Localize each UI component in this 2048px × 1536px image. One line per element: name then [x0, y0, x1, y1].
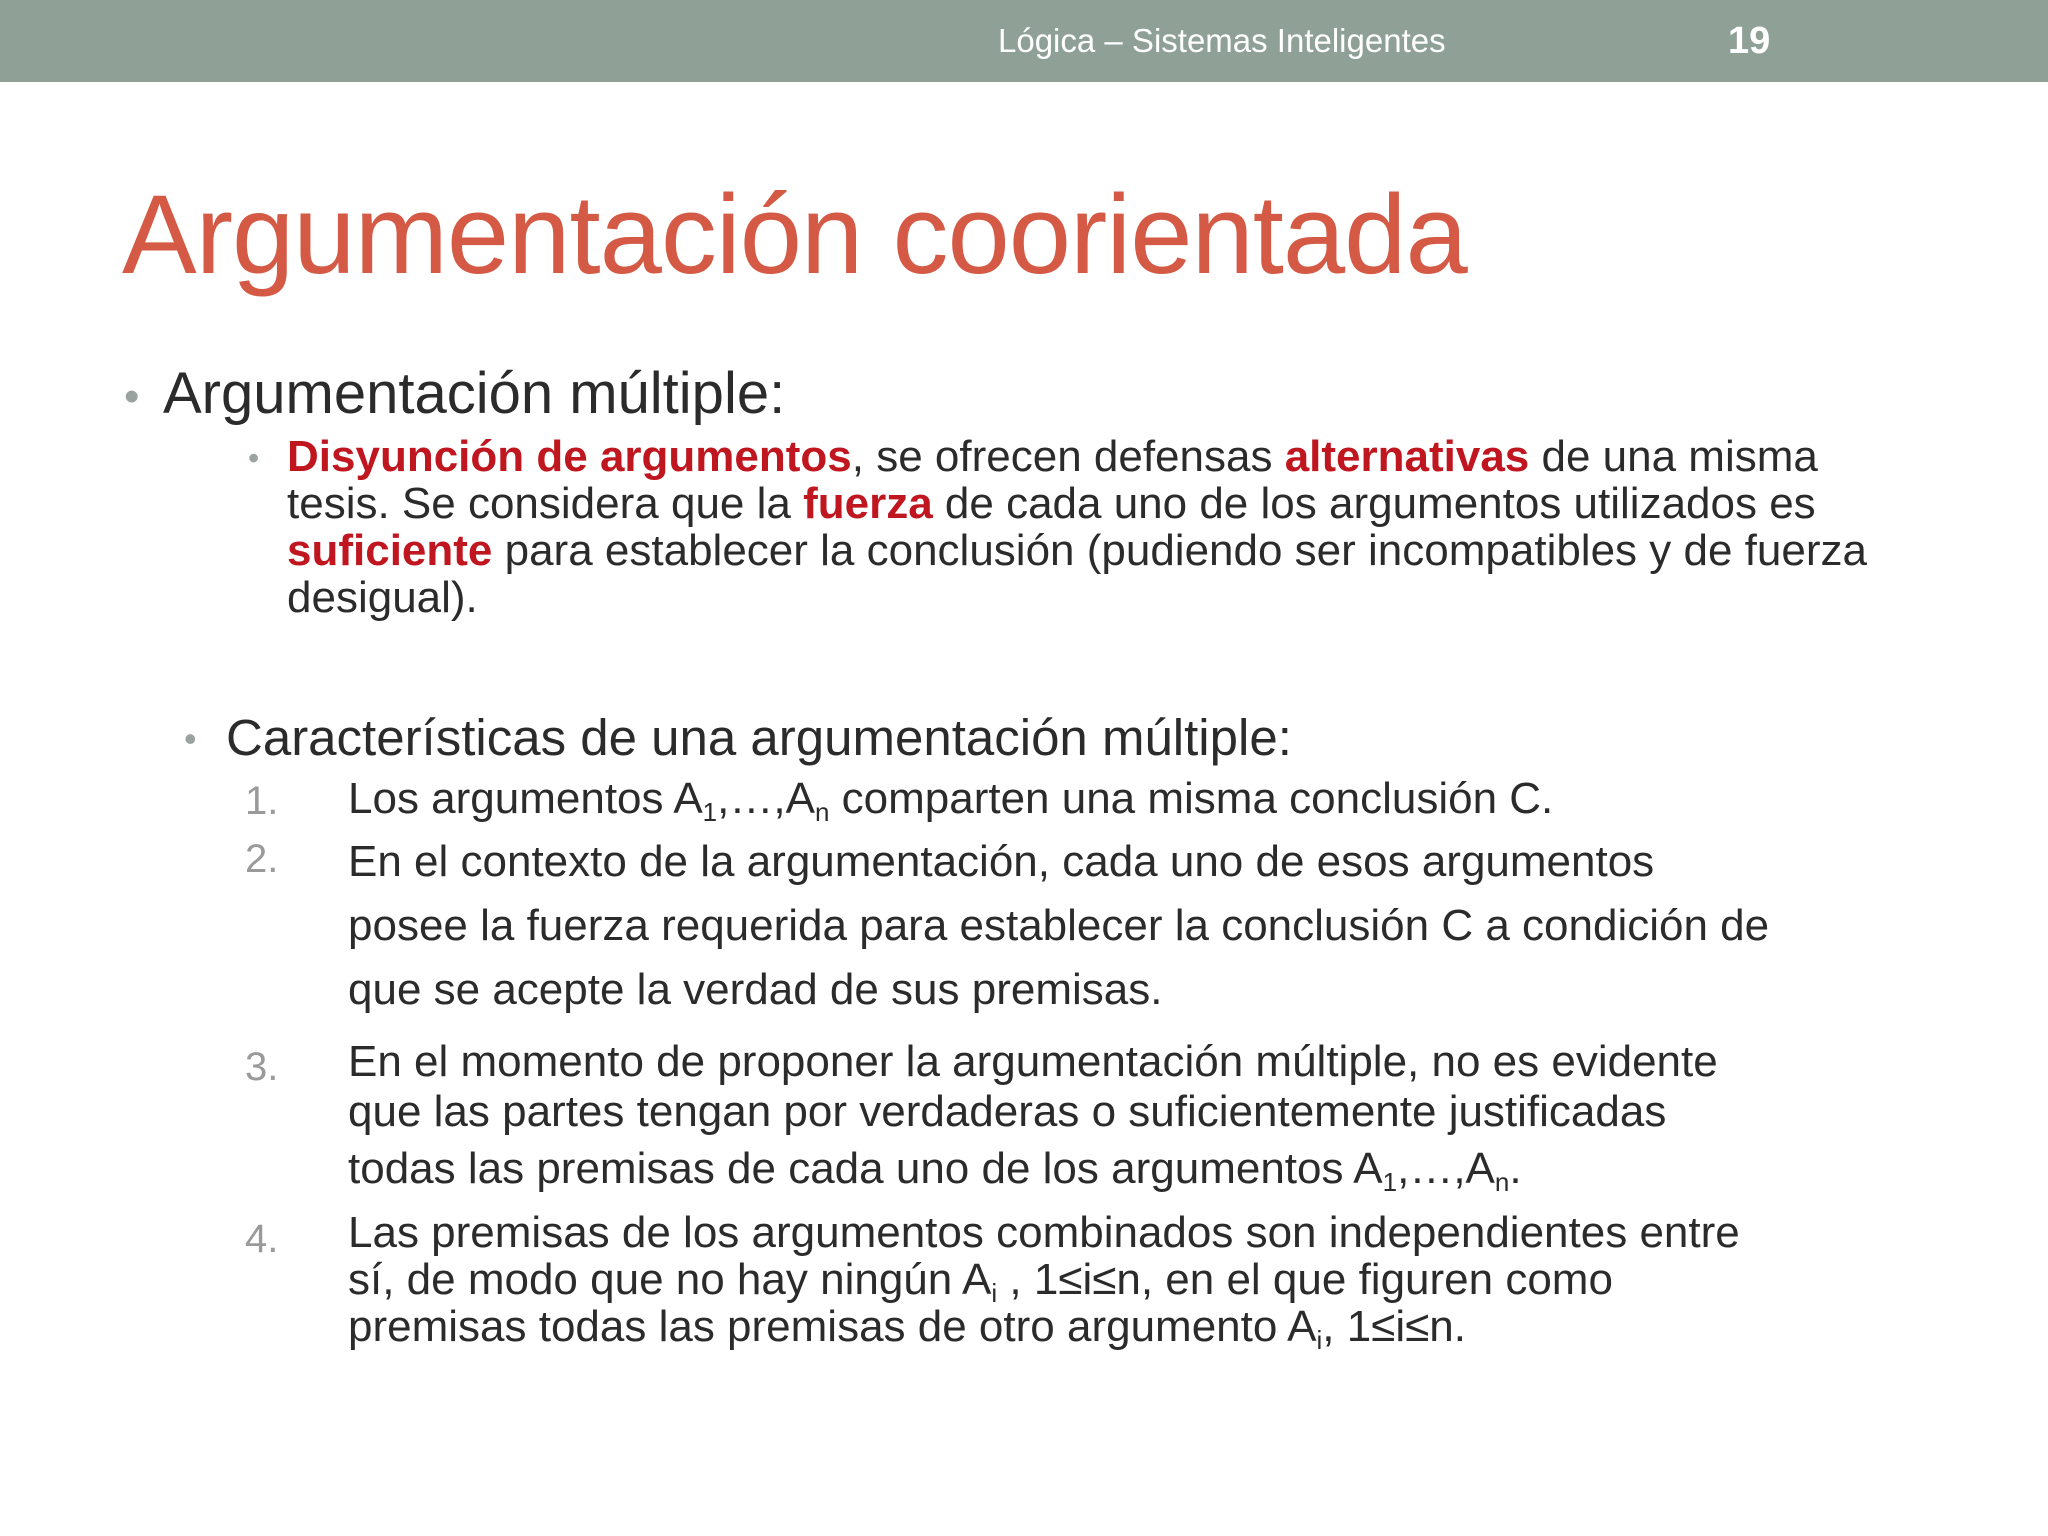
highlight-term: alternativas: [1284, 432, 1530, 481]
slide-title: Argumentación coorientada: [122, 172, 1467, 297]
list-item: En el momento de proponer la argumentación múltiple, no es evidente que las partes tengan por verdaderas o suficientemente justificadas todas las premisas de cada uno de los argumentos $A_1,\dots,A_n$.: [348, 1037, 1718, 1197]
list-item: En el contexto de la argumentación, cada uno de esos argumentos posee la fuerza requerida para establecer la conclusión C a condición de que se acepte la verdad de sus premisas.: [348, 837, 1770, 1014]
bullet-icon: •: [248, 440, 260, 476]
section-heading-characteristics: Características de una argumentación múltiple:: [226, 709, 1292, 766]
section-heading-multiple: Argumentación múltiple:: [163, 361, 786, 426]
highlight-term: fuerza: [803, 479, 933, 528]
highlight-term: Disyunción de argumentos: [287, 432, 852, 481]
header-bar: [0, 0, 2048, 82]
list-number: 2.: [245, 837, 279, 881]
disjunction-paragraph: Disyunción de argumentos, se ofrecen defensas alternativas de una misma tesis. Se considera que la fuerza de cada uno de los argumentos utilizados es suficiente para establecer la conclusión (pudiendo ser incompatibles y de fuerza desigual).: [287, 432, 1867, 622]
highlight-term: suficiente: [287, 526, 493, 575]
bullet-icon: •: [184, 718, 197, 759]
bullet-icon: •: [124, 372, 140, 421]
list-number: 4.: [245, 1217, 279, 1261]
course-title: Lógica – Sistemas Inteligentes: [998, 22, 1446, 59]
page-number: 19: [1728, 20, 1771, 62]
list-item: Los argumentos $A_1,\dots,A_n$ comparten una misma conclusión C.: [348, 774, 1554, 827]
list-item: Las premisas de los argumentos combinados son independientes entre sí, de modo que no hay ningún $A_i$ , 1≤i≤n, en el que figuren como premisas todas las premisas de otro argumento $A_i$, 1≤i≤n.: [348, 1208, 1740, 1355]
list-number: 1.: [245, 779, 279, 823]
list-number: 3.: [245, 1045, 279, 1089]
